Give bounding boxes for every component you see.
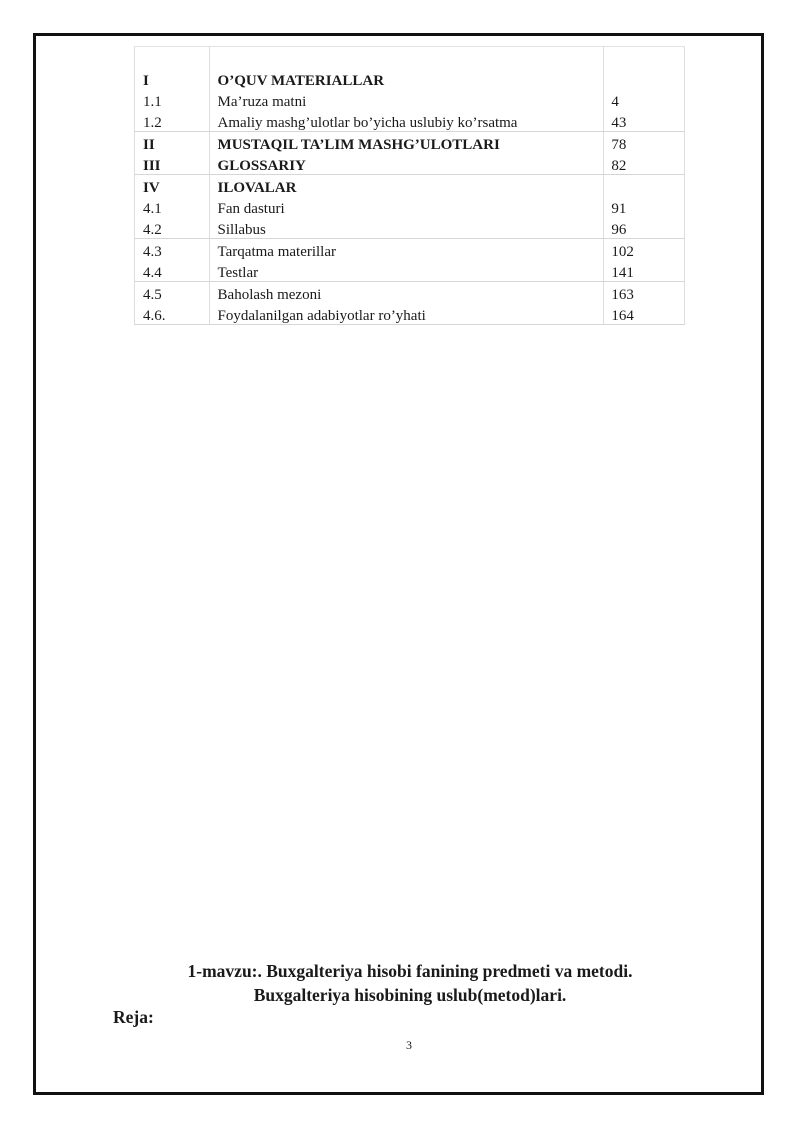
toc-row-number: 4.1 bbox=[135, 196, 210, 217]
toc-row-title: ILOVALAR bbox=[209, 175, 604, 197]
toc-row bbox=[135, 303, 685, 325]
toc-row-page: 163 bbox=[604, 282, 685, 304]
toc-row bbox=[135, 175, 685, 197]
toc-row-page: 164 bbox=[604, 303, 685, 325]
table-of-contents bbox=[134, 46, 685, 325]
toc-row-page bbox=[604, 175, 685, 197]
toc-row-page: 4 bbox=[604, 89, 685, 110]
page-number: 3 bbox=[406, 1038, 412, 1052]
toc-row-title: O’QUV MATERIALLAR bbox=[209, 47, 604, 90]
toc-row bbox=[135, 110, 685, 132]
toc-row-page: 91 bbox=[604, 196, 685, 217]
toc-row-number: 1.2 bbox=[135, 110, 210, 132]
toc-row-number: 4.6. bbox=[135, 303, 210, 325]
toc-row-number: 4.4 bbox=[135, 260, 210, 282]
toc-row bbox=[135, 153, 685, 175]
toc-row-page: 102 bbox=[604, 239, 685, 261]
toc-row bbox=[135, 196, 685, 217]
topic-title-line-2: Buxgalteriya hisobining uslub(metod)lari. bbox=[253, 985, 567, 1005]
toc-row-number: 4.3 bbox=[135, 239, 210, 261]
toc-row-title: Amaliy mashg’ulotlar bo’yicha uslubiy ko’rsatma bbox=[209, 110, 604, 132]
toc-row-number: 4.2 bbox=[135, 217, 210, 239]
toc-row-page bbox=[604, 47, 685, 90]
toc-row-number: IV bbox=[135, 175, 210, 197]
toc-row-page: 141 bbox=[604, 260, 685, 282]
toc-row bbox=[135, 217, 685, 239]
toc-row-title: MUSTAQIL TA’LIM MASHG’ULOTLARI bbox=[209, 132, 604, 154]
plan-label: Reja: bbox=[113, 1007, 154, 1027]
toc-row-number: 4.5 bbox=[135, 282, 210, 304]
toc-row-title: Foydalanilgan adabiyotlar ro’yhati bbox=[209, 303, 604, 325]
toc-row-page: 78 bbox=[604, 132, 685, 154]
topic-title-line-1: 1-mavzu:. Buxgalteriya hisobi fanining predmeti va metodi. bbox=[187, 961, 633, 981]
toc-row-title: Baholash mezoni bbox=[209, 282, 604, 304]
toc-row bbox=[135, 260, 685, 282]
toc-row-title: GLOSSARIY bbox=[209, 153, 604, 175]
toc-row bbox=[135, 282, 685, 304]
toc-row-title: Fan dasturi bbox=[209, 196, 604, 217]
toc-row-title: Ma’ruza matni bbox=[209, 89, 604, 110]
toc-row-page: 82 bbox=[604, 153, 685, 175]
toc-row bbox=[135, 47, 685, 90]
toc-row-number: II bbox=[135, 132, 210, 154]
toc-row-title: Tarqatma materillar bbox=[209, 239, 604, 261]
toc-row bbox=[135, 89, 685, 110]
toc-row-number: III bbox=[135, 153, 210, 175]
toc-row bbox=[135, 239, 685, 261]
toc-row bbox=[135, 132, 685, 154]
toc-row-number: I bbox=[135, 47, 210, 90]
toc-row-title: Sillabus bbox=[209, 217, 604, 239]
toc-row-page: 43 bbox=[604, 110, 685, 132]
toc-row-title: Testlar bbox=[209, 260, 604, 282]
toc-row-number: 1.1 bbox=[135, 89, 210, 110]
toc-row-page: 96 bbox=[604, 217, 685, 239]
